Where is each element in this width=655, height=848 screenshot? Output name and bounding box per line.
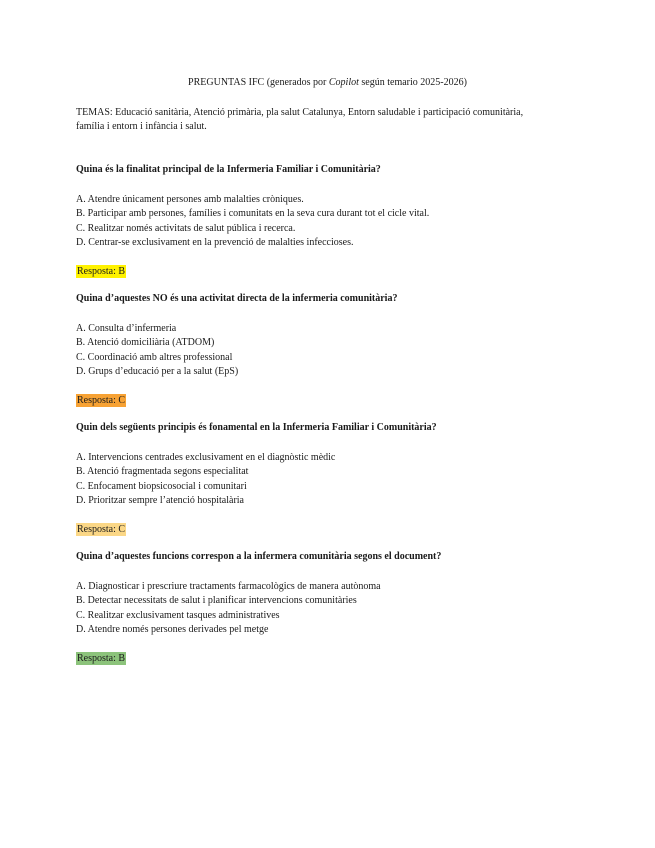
title-suffix: según temario 2025-2026) — [358, 77, 467, 88]
title-prefix: PREGUNTAS IFC (generados por — [188, 77, 329, 88]
question-4 — [76, 550, 596, 666]
options-list — [76, 580, 596, 637]
question-title: Quin dels següents principis és fonamental en la Infermeria Familiar i Comunitària? — [76, 422, 437, 433]
question-title: Quina d’aquestes funcions correspon a la infermera comunitària segons el document? — [76, 551, 442, 562]
options-list — [76, 322, 596, 379]
option-c: C. Enfocament biopsicosocial i comunitari — [76, 480, 247, 492]
option-d: D. Grups d’educació per a la salut (EpS) — [76, 365, 239, 377]
option-d: D. Prioritzar sempre l’atenció hospitalària — [76, 494, 244, 506]
option-a: A. Consulta d’infermeria — [76, 323, 177, 334]
option-b: B. Atenció domiciliària (ATDOM) — [76, 337, 215, 349]
option-a: A. Diagnosticar i prescriure tractaments farmacològics de manera autònoma — [76, 581, 381, 592]
answer-highlight: Resposta: C — [77, 395, 126, 407]
option-d: D. Centrar-se exclusivament en la prevenció de malalties infeccioses. — [76, 236, 354, 248]
question-3 — [76, 421, 596, 537]
answer-highlight: Resposta: B — [77, 266, 126, 278]
answer-highlight: Resposta: C — [77, 524, 126, 536]
option-b: B. Detectar necessitats de salut i planificar intervencions comunitàries — [76, 595, 357, 607]
option-c: C. Realitzar exclusivament tasques administratives — [76, 609, 280, 621]
options-list — [76, 193, 596, 250]
option-a: A. Intervencions centrades exclusivament en el diagnòstic mèdic — [76, 452, 336, 463]
topics-paragraph — [76, 106, 576, 134]
document-title — [0, 76, 655, 90]
title-italic: Copilot — [328, 77, 359, 88]
options-list — [76, 451, 596, 508]
question-2 — [76, 292, 596, 408]
question-title: Quina d’aquestes NO és una activitat directa de la infermeria comunitària? — [76, 293, 398, 304]
option-d: D. Atendre només persones derivades pel metge — [76, 623, 269, 635]
answer-highlight: Resposta: B — [77, 653, 126, 665]
topics-line-1: TEMAS: Educació sanitària, Atenció primària, pla salut Catalunya, Entorn saludable i participació comunitària, — [76, 107, 524, 118]
option-c: C. Coordinació amb altres professional — [76, 351, 233, 363]
option-a: A. Atendre únicament persones amb malalties cròniques. — [76, 194, 304, 205]
topics-line-2: família i entorn i infància i salut. — [76, 121, 207, 132]
question-1 — [76, 163, 596, 279]
option-b: B. Participar amb persones, famílies i comunitats en la seva cura durant tot el cicle vital. — [76, 208, 430, 220]
option-c: C. Realitzar només activitats de salut pública i recerca. — [76, 222, 296, 234]
question-title: Quina és la finalitat principal de la Infermeria Familiar i Comunitària? — [76, 164, 381, 175]
option-b: B. Atenció fragmentada segons especialitat — [76, 466, 249, 478]
